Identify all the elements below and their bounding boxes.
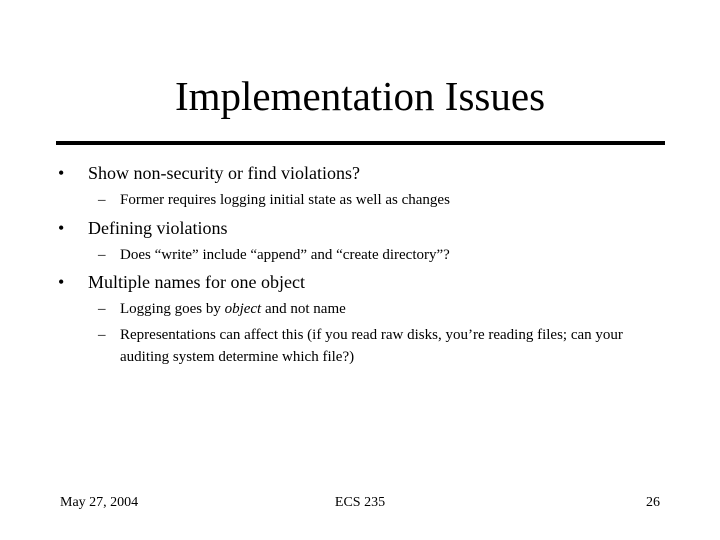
bullet-item [58,271,305,293]
bullet-text: Show non-security or find violations? [88,163,360,183]
bullet-text: Multiple names for one object [88,272,305,292]
sub-bullet-text [120,298,660,320]
sub-bullet-text: Representations can affect this (if you read raw disks, you’re reading files; can your auditing system determine which file?) [120,327,623,365]
sub-bullet-emphasis: object [224,301,262,317]
sub-bullet-marker: – [98,192,106,208]
sub-bullet-text: Does “write” include “append” and “create directory”? [120,247,450,263]
sub-bullet-item [98,244,660,266]
footer-date: May 27, 2004 [60,495,139,510]
sub-bullet-marker: – [98,301,106,317]
bullet-marker: • [58,272,65,292]
sub-bullet-text-before: Logging goes by [120,301,225,317]
bullet-item [58,162,360,184]
sub-bullet-item [98,324,660,368]
sub-bullet-marker: – [98,327,106,343]
sub-bullet-item [98,298,660,320]
slide-title: Implementation Issues [174,73,546,119]
bullet-text: Defining violations [88,218,228,238]
sub-bullet-marker: – [98,247,106,263]
footer-page-number: 26 [646,495,660,510]
title-divider [56,141,665,145]
sub-bullet-text-after: and not name [261,301,346,317]
bullet-item [58,217,227,239]
sub-bullet-text: Former requires logging initial state as well as changes [120,192,450,208]
footer-course: ECS 235 [334,495,386,510]
sub-bullet-item [98,189,660,211]
bullet-marker: • [58,163,65,183]
bullet-marker: • [58,218,65,238]
